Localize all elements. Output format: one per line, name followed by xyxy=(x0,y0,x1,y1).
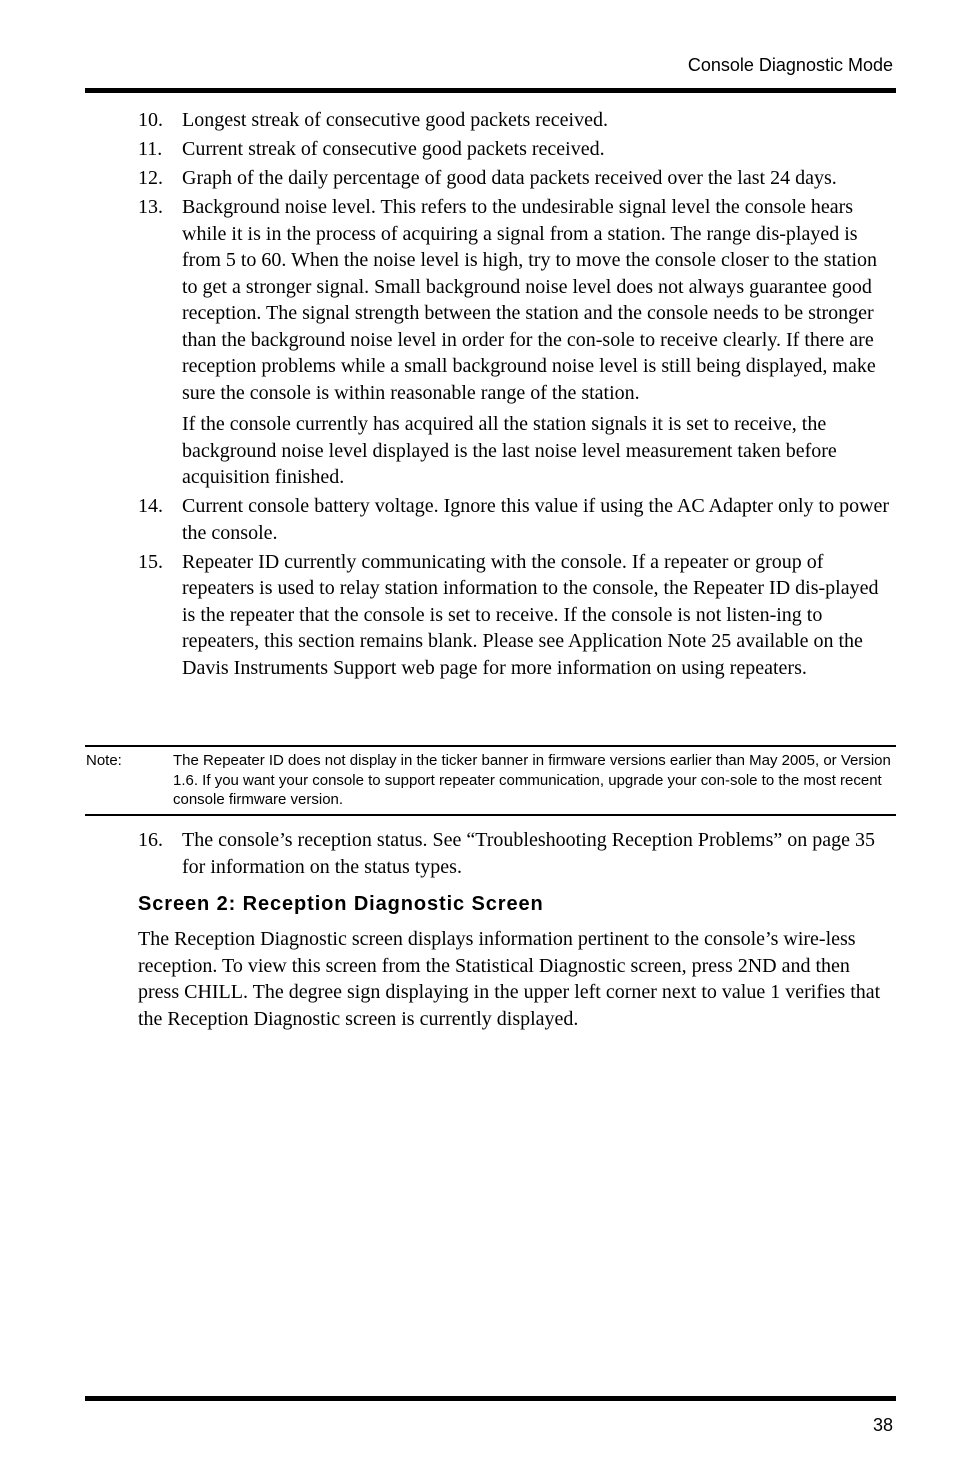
list-item-number: 11. xyxy=(138,138,163,160)
note-box xyxy=(85,745,896,816)
list-item-body xyxy=(182,493,894,546)
list-item-body xyxy=(182,549,894,682)
running-header: Console Diagnostic Mode xyxy=(687,55,893,75)
list-item-number: 16. xyxy=(138,829,163,851)
page-number: 38 xyxy=(872,1415,893,1435)
list-item-number: 12. xyxy=(138,167,163,189)
list-item-body xyxy=(182,107,894,134)
section-heading: Screen 2: Reception Diagnostic Screen xyxy=(138,893,544,915)
list-item xyxy=(138,194,894,491)
list-item xyxy=(138,136,894,163)
note-label: Note: xyxy=(86,752,122,769)
list-item-paragraph: The console’s reception status. See “Troubleshooting Reception Problems” on page 35 for information on the status types. xyxy=(182,829,876,878)
list-item xyxy=(138,165,894,192)
list-item-paragraph: Current console battery voltage. Ignore this value if using the AC Adapter only to power the console. xyxy=(182,495,890,544)
list-item-number: 15. xyxy=(138,550,163,573)
list-item-body xyxy=(182,194,894,491)
list-item-paragraph: Current streak of consecutive good packets received. xyxy=(182,138,605,160)
list-item xyxy=(138,827,894,880)
section-body: The Reception Diagnostic screen displays information pertinent to the console’s wire-less reception. To view this screen from the Statistical Diagnostic screen, press 2ND and then press CHILL. The degree sign displaying in the upper left corner next to value 1 verifies that the Reception Diagnostic screen is currently displayed. xyxy=(138,928,881,1030)
list-item-paragraph: Longest streak of consecutive good packets received. xyxy=(182,109,608,131)
list-item-body xyxy=(182,136,894,163)
list-item-paragraph: Background noise level. This refers to the undesirable signal level the console hears while it is in the process of acquiring a signal from a station. The range dis-played is from 5 to 60. When the noise level is high, try to move the console closer to the station to get a stronger signal. Small background noise level does not always guarantee good reception. The signal strength between the station and the console needs to be stronger than the background noise level in order for the con-sole to receive clearly. If there are reception problems while a small background noise level is still being displayed, make sure the console is within reasonable range of the station. xyxy=(182,196,878,404)
list-item-paragraph: Repeater ID currently communicating with the console. If a repeater or group of repeaters is used to relay station information to the console, the Repeater ID dis-played is the repeater that the console is set to receive. If the console is not listen-ing to repeaters, this section remains blank. Please see Application Note 25 available on the Davis Instruments Support web page for more information on using repeaters. xyxy=(182,550,879,679)
list-item-body xyxy=(182,165,894,192)
list-item xyxy=(138,493,894,546)
list-item-number: 14. xyxy=(138,495,163,517)
list-item-number: 10. xyxy=(138,109,163,131)
numbered-list-continued xyxy=(138,827,894,883)
list-item-paragraph: Graph of the daily percentage of good data packets received over the last 24 days. xyxy=(182,167,837,189)
list-item-paragraph: If the console currently has acquired all the station signals it is set to receive, the background noise level displayed is the last noise level measurement taken before acquisition finished. xyxy=(182,413,837,488)
footer-rule xyxy=(85,1396,896,1401)
list-item-body xyxy=(182,827,894,880)
list-item-number: 13. xyxy=(138,196,163,218)
numbered-list xyxy=(138,107,894,684)
list-item xyxy=(138,107,894,134)
list-item xyxy=(138,549,894,682)
note-text: The Repeater ID does not display in the ticker banner in firmware versions earlier than May 2005, or Version 1.6. If you want your console to support repeater communication, upgrade your con-sole to the most recent console firmware version. xyxy=(173,752,891,808)
header-rule xyxy=(85,88,896,93)
